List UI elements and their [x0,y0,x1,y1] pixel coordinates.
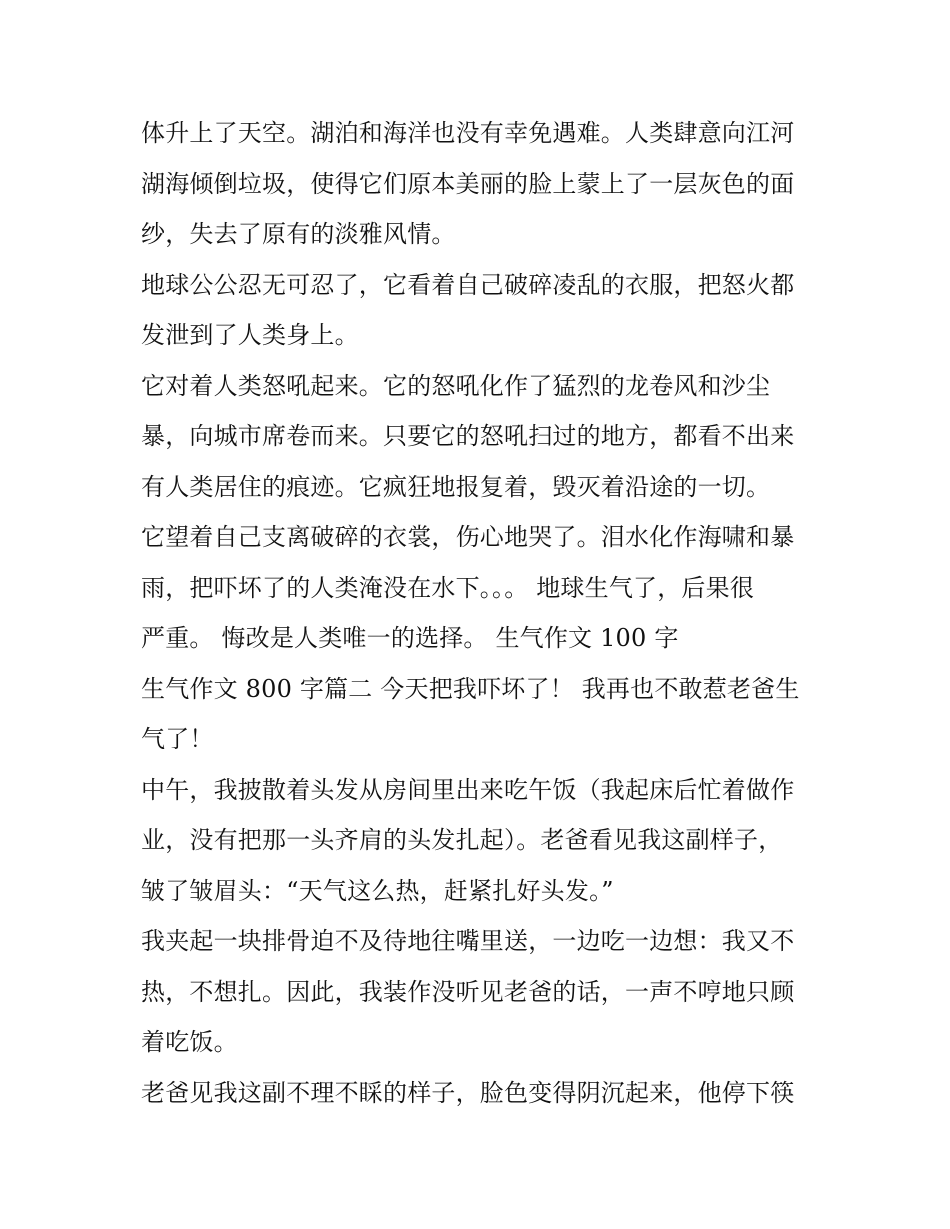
text-line: 发泄到了人类身上。 [141,321,359,349]
text-line: 生气作文 800 字篇二 今天把我吓坏了！ 我再也不敢惹老爸生 [141,674,800,703]
text-line: 纱，失去了原有的淡雅风情。 [141,220,456,248]
document-body [141,108,813,1118]
paragraph-1 [141,108,813,260]
paragraph-8 [141,1068,813,1119]
text-line: 中午，我披散着头发从房间里出来吃午饭（我起床后忙着做作 [141,775,795,804]
paragraph-4 [141,512,813,664]
text-line: 它望着自己支离破碎的衣裳，伤心地哭了。泪水化作海啸和暴 [141,523,795,551]
text-line: 气了！ [141,725,214,753]
text-line: 热，不想扎。因此，我装作没听见老爸的话，一声不哼地只顾 [141,977,795,1006]
text-line: 着吃饭。 [141,1028,238,1056]
text-line: 严重。 悔改是人类唯一的选择。 生气作文 100 字 [141,624,679,652]
paragraph-6 [141,765,813,917]
text-line: 湖海倾倒垃圾，使得它们原本美丽的脸上蒙上了一层灰色的面 [141,169,795,198]
text-line: 我夹起一块排骨迫不及待地往嘴里送，一边吃一边想：我又不 [141,927,795,955]
text-line: 雨，把吓坏了的人类淹没在水下。。。 地球生气了，后果很 [141,573,755,602]
text-line: 体升上了天空。湖泊和海洋也没有幸免遇难。人类肆意向江河 [141,119,795,147]
text-line: 有人类居住的痕迹。它疯狂地报复着，毁灭着沿途的一切。 [141,472,771,501]
text-line: 它对着人类怒吼起来。它的怒吼化作了猛烈的龙卷风和沙尘 [141,371,771,400]
text-line: 地球公公忍无可忍了，它看着自己破碎凌乱的衣服，把怒火都 [141,270,795,299]
paragraph-5 [141,664,813,765]
paragraph-2 [141,260,813,361]
text-line: 业，没有把那一头齐肩的头发扎起）。老爸看见我这副样子， [141,826,783,854]
paragraph-3 [141,361,813,513]
text-line: 皱了皱眉头：“天气这么热，赶紧扎好头发。” [141,876,614,905]
text-line: 暴，向城市席卷而来。只要它的怒吼扫过的地方，都看不出来 [141,422,795,450]
paragraph-7 [141,916,813,1068]
text-line: 老爸见我这副不理不睬的样子，脸色变得阴沉起来，他停下筷 [141,1078,795,1107]
